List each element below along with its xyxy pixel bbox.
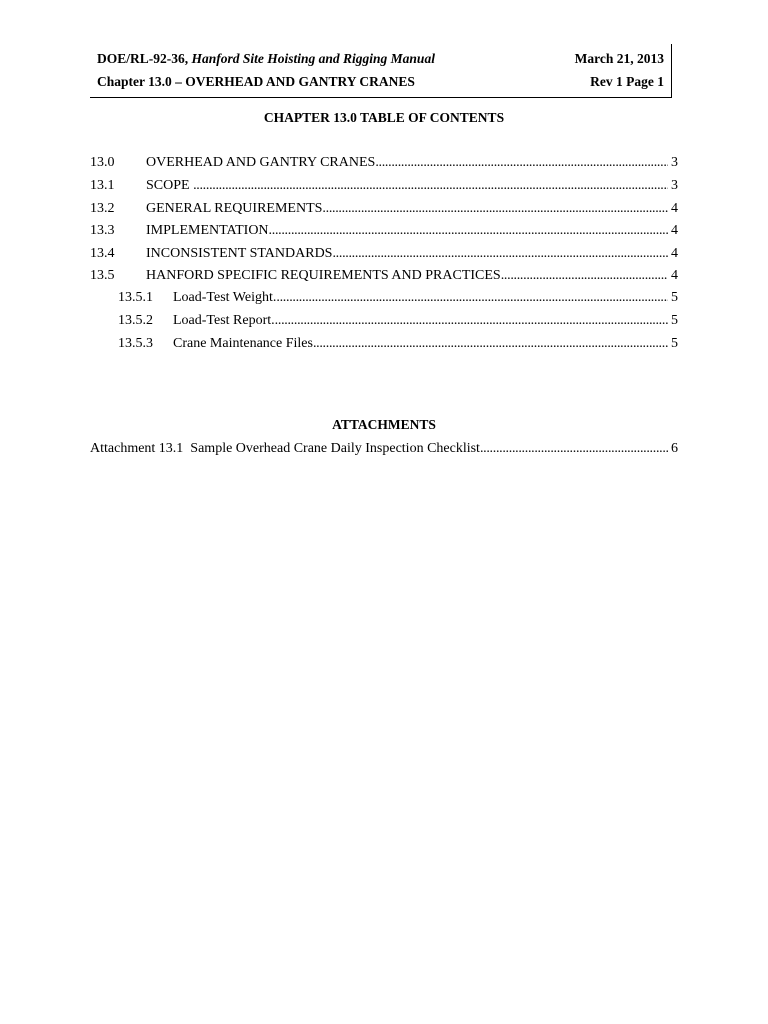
toc-entry-13-3[interactable] — [90, 221, 678, 241]
toc-dot-leader — [313, 334, 668, 354]
toc-dot-leader — [322, 199, 668, 219]
header-document-title — [97, 51, 435, 67]
attachment-entry-13-1[interactable] — [90, 439, 678, 459]
toc-entry-label: OVERHEAD AND GANTRY CRANES — [146, 155, 376, 170]
header-chapter: Chapter 13.0 – OVERHEAD AND GANTRY CRANES — [97, 74, 415, 89]
toc-entry-number: 13.2 — [90, 201, 115, 216]
toc-title: CHAPTER 13.0 TABLE OF CONTENTS — [263, 110, 505, 125]
toc-entry-page: 5 — [671, 290, 678, 305]
toc-dot-leader — [375, 153, 668, 173]
toc-entry-13-5-3[interactable] — [90, 334, 678, 354]
toc-entry-13-0[interactable] — [90, 153, 678, 173]
toc-entry-page: 4 — [671, 268, 678, 283]
toc-entry-label: IMPLEMENTATION — [146, 223, 269, 238]
toc-entry-13-5-1[interactable] — [90, 288, 678, 308]
toc-entry-page: 3 — [671, 178, 678, 193]
toc-entry-number: 13.4 — [90, 246, 115, 261]
toc-entry-13-5[interactable] — [90, 266, 678, 286]
header-doc-id: DOE/RL-92-36, — [97, 51, 189, 66]
toc-dot-leader — [275, 311, 668, 331]
toc-entry-page: 5 — [671, 336, 678, 351]
toc-dot-leader — [276, 288, 668, 308]
toc-entry-13-4[interactable] — [90, 244, 678, 264]
toc-entry-page: 3 — [671, 155, 678, 170]
toc-entry-number: 13.0 — [90, 155, 115, 170]
toc-entry-13-5-2[interactable] — [90, 311, 678, 331]
toc-entry-13-2[interactable] — [90, 199, 678, 219]
toc-entry-label: Load-Test Report. — [173, 313, 275, 328]
toc-entry-page: 4 — [671, 201, 678, 216]
toc-dot-leader — [480, 439, 668, 459]
toc-entry-page: 4 — [671, 223, 678, 238]
toc-entry-label: GENERAL REQUIREMENTS — [146, 201, 323, 216]
toc-entry-label: Load-Test Weight. — [173, 290, 277, 305]
attachment-entry-page: 6 — [671, 441, 678, 456]
attachment-entry-label: Attachment 13.1 Sample Overhead Crane Daily Inspection Checklist — [90, 441, 480, 456]
toc-entry-number: 13.5.2 — [118, 313, 153, 328]
header-rev-page: Rev 1 Page 1 — [590, 74, 664, 89]
toc-entry-label: HANFORD SPECIFIC REQUIREMENTS AND PRACTICES — [146, 268, 501, 283]
toc-entry-number: 13.5.3 — [118, 336, 153, 351]
toc-entry-number: 13.1 — [90, 178, 115, 193]
toc-entry-number: 13.3 — [90, 223, 115, 238]
toc-dot-leader — [193, 176, 668, 196]
toc-entry-label: INCONSISTENT STANDARDS — [146, 246, 333, 261]
toc-dot-leader — [501, 266, 668, 286]
page-header — [90, 44, 672, 98]
toc-entry-label: Crane Maintenance Files — [173, 336, 313, 351]
header-manual-title: Hanford Site Hoisting and Rigging Manual — [191, 51, 435, 66]
toc-entry-number: 13.5 — [90, 268, 115, 283]
toc-entry-page: 5 — [671, 313, 678, 328]
toc-dot-leader — [332, 244, 668, 264]
toc-entry-label: SCOPE — [146, 178, 194, 193]
toc-entry-number: 13.5.1 — [118, 290, 153, 305]
toc-entry-page: 4 — [671, 246, 678, 261]
header-date: March 21, 2013 — [574, 51, 664, 66]
attachments-title: ATTACHMENTS — [332, 417, 436, 432]
toc-dot-leader — [269, 221, 668, 241]
toc-entry-13-1[interactable] — [90, 176, 678, 196]
